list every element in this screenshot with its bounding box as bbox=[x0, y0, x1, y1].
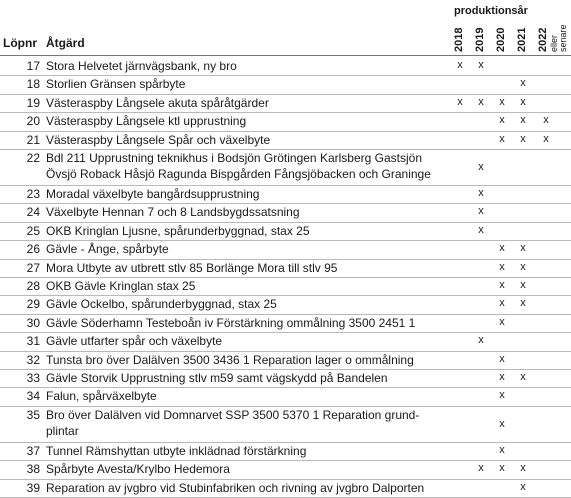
row-number: 20 bbox=[26, 114, 40, 129]
row-description bbox=[46, 132, 444, 148]
row-number: 28 bbox=[26, 279, 40, 293]
year-header-2022: 2022 bbox=[537, 27, 549, 52]
row-description-line: Mora Utbyte av utbrett stlv 85 Borlänge Mora till stlv 95 bbox=[46, 260, 338, 275]
table-row bbox=[0, 222, 571, 240]
row-number: 35 bbox=[26, 407, 40, 422]
row-number: 22 bbox=[26, 151, 40, 165]
table-row bbox=[0, 185, 571, 203]
row-description-line: Västeraspby Långsele akuta spåråtgärder bbox=[46, 95, 269, 110]
row-number: 30 bbox=[26, 315, 40, 330]
row-description-line: Tunnel Rämshyttan utbyte inklädnad förstärkning bbox=[46, 443, 307, 458]
table-row bbox=[0, 94, 571, 112]
row-number: 27 bbox=[26, 260, 40, 275]
year-mark-2021: x bbox=[520, 260, 526, 273]
year-mark-2021: x bbox=[520, 480, 526, 493]
table-row bbox=[0, 479, 571, 497]
row-description bbox=[46, 95, 444, 111]
year-mark-2019: x bbox=[478, 95, 484, 108]
year-mark-2020: x bbox=[499, 443, 505, 456]
table-row bbox=[0, 131, 571, 149]
row-description bbox=[46, 461, 444, 477]
column-header-atgard: Åtgärd bbox=[46, 36, 85, 50]
table-row bbox=[0, 460, 571, 478]
row-description bbox=[46, 241, 444, 257]
year-mark-2019: x bbox=[478, 223, 484, 236]
table-row bbox=[0, 57, 571, 75]
table-row bbox=[0, 112, 571, 130]
row-description-line: Övsjö Roback Håsjö Ragunda Bispgården Fångsjöbacken och Graninge bbox=[46, 167, 431, 181]
year-mark-2020: x bbox=[499, 389, 505, 402]
row-number: 23 bbox=[26, 187, 40, 201]
year-header-2021: 2021 bbox=[516, 27, 528, 52]
table-row bbox=[0, 149, 571, 185]
table-row bbox=[0, 295, 571, 313]
year-mark-2020: x bbox=[499, 352, 505, 365]
row-description-line: Västeraspby Långsele Spår och växelbyte bbox=[46, 132, 271, 147]
year-header-2020: 2020 bbox=[495, 27, 507, 52]
header-divider bbox=[0, 55, 571, 56]
row-description-line: Västeraspby Långsele ktl upprustning bbox=[46, 114, 247, 129]
year-mark-2021: x bbox=[520, 77, 526, 90]
year-mark-2019: x bbox=[478, 161, 484, 173]
production-years-title: produktionsår bbox=[454, 5, 528, 17]
row-description bbox=[46, 58, 444, 74]
row-description-line: Reparation av jvgbro vid Stubinfabriken och rivning av jvgbro Dalporten bbox=[46, 480, 425, 495]
row-number: 17 bbox=[26, 59, 40, 73]
row-description-line: Gävle Söderhamn Testeboån iv Förstärkning ommålning 3500 2451 1 bbox=[46, 315, 416, 330]
table-row bbox=[0, 442, 571, 460]
year-mark-2022: x bbox=[543, 132, 549, 145]
row-number: 33 bbox=[26, 371, 40, 385]
row-description-line: Tunsta bro över Dalälven 3500 3436 1 Reparation lager o ommålning bbox=[46, 352, 414, 367]
year-header-2018: 2018 bbox=[453, 27, 465, 52]
table-row bbox=[0, 406, 571, 442]
row-description-line: Moradal växelbyte bangårdsupprustning bbox=[46, 187, 260, 201]
row-description-line: Växelbyte Hennan 7 och 8 Landsbygdssatsning bbox=[46, 205, 300, 220]
row-description bbox=[46, 296, 444, 312]
row-description-line: plintar bbox=[46, 423, 79, 438]
row-number: 37 bbox=[26, 443, 40, 458]
row-number: 18 bbox=[26, 77, 40, 92]
year-mark-2020: x bbox=[499, 462, 505, 475]
year-mark-2019: x bbox=[478, 59, 484, 71]
row-number: 32 bbox=[26, 352, 40, 367]
row-description bbox=[46, 315, 444, 331]
year-mark-2020: x bbox=[499, 279, 505, 291]
row-description bbox=[46, 407, 444, 439]
row-description-line: Stora Helvetet järnvägsbank, ny bro bbox=[46, 59, 237, 73]
year-mark-2019: x bbox=[478, 334, 484, 347]
row-number: 39 bbox=[26, 480, 40, 495]
row-number: 21 bbox=[26, 132, 40, 147]
row-description bbox=[46, 186, 444, 202]
row-number: 29 bbox=[26, 297, 40, 312]
table-row bbox=[0, 332, 571, 350]
year-mark-2021: x bbox=[520, 279, 526, 291]
year-mark-2020: x bbox=[499, 260, 505, 273]
row-description-line: Bdl 211 Upprustning teknikhus i Bodsjön Grötingen Karlsberg Gastsjön bbox=[46, 151, 422, 165]
row-number: 19 bbox=[26, 95, 40, 110]
year-mark-2019: x bbox=[478, 187, 484, 199]
row-description bbox=[46, 480, 444, 496]
table-row bbox=[0, 75, 571, 93]
row-description-line: Falun, spårväxelbyte bbox=[46, 389, 157, 404]
row-description bbox=[46, 150, 444, 182]
row-description bbox=[46, 113, 444, 129]
table-row bbox=[0, 314, 571, 332]
column-header-lopnr: Löpnr bbox=[3, 36, 37, 50]
year-mark-2021: x bbox=[520, 371, 526, 383]
row-description bbox=[46, 443, 444, 459]
row-description-line: Gävle utfarter spår och växelbyte bbox=[46, 334, 223, 349]
year-mark-2020: x bbox=[499, 417, 505, 430]
year-mark-2018: x bbox=[457, 59, 463, 71]
table-row bbox=[0, 240, 571, 258]
row-description bbox=[46, 370, 444, 386]
row-description bbox=[46, 278, 444, 294]
row-description-line: Gävle Ockelbo, spårunderbyggnad, stax 25 bbox=[46, 297, 277, 312]
year-header-2019: 2019 bbox=[474, 27, 486, 52]
row-description bbox=[46, 260, 444, 276]
year-mark-2020: x bbox=[499, 315, 505, 328]
year-mark-2021: x bbox=[520, 242, 526, 255]
table-row bbox=[0, 203, 571, 221]
year-mark-2020: x bbox=[499, 242, 505, 255]
row-number: 34 bbox=[26, 389, 40, 404]
row-description-line: OKB Gävle Kringlan stax 25 bbox=[46, 279, 196, 293]
row-description bbox=[46, 76, 444, 92]
table-row bbox=[0, 387, 571, 405]
year-mark-2020: x bbox=[499, 371, 505, 383]
year-mark-2020: x bbox=[499, 297, 505, 310]
year-mark-2021: x bbox=[520, 132, 526, 145]
row-description bbox=[46, 204, 444, 220]
row-number: 24 bbox=[26, 205, 40, 220]
year-mark-2019: x bbox=[478, 462, 484, 475]
table-row bbox=[0, 369, 571, 387]
row-description-line: Storlien Gränsen spårbyte bbox=[46, 77, 186, 92]
row-number: 25 bbox=[26, 223, 40, 238]
year-mark-2021: x bbox=[520, 95, 526, 108]
row-number: 38 bbox=[26, 462, 40, 477]
year-header-suffix-senare: senare bbox=[558, 24, 568, 52]
year-mark-2019: x bbox=[478, 205, 484, 218]
row-description bbox=[46, 223, 444, 239]
table-row bbox=[0, 259, 571, 277]
row-description bbox=[46, 352, 444, 368]
row-description bbox=[46, 388, 444, 404]
year-mark-2020: x bbox=[499, 132, 505, 145]
year-mark-2021: x bbox=[520, 114, 526, 127]
row-description-line: OKB Kringlan Ljusne, spårunderbyggnad, stax 25 bbox=[46, 223, 310, 238]
table-row bbox=[0, 277, 571, 295]
table-row bbox=[0, 351, 571, 369]
year-mark-2021: x bbox=[520, 297, 526, 310]
year-mark-2018: x bbox=[457, 95, 463, 108]
row-number: 31 bbox=[26, 334, 40, 349]
row-number: 26 bbox=[26, 242, 40, 257]
year-header-suffix-eller: eller bbox=[549, 34, 559, 52]
year-mark-2020: x bbox=[499, 95, 505, 108]
row-description bbox=[46, 333, 444, 349]
row-description-line: Gävle - Ånge, spårbyte bbox=[46, 242, 169, 257]
year-mark-2021: x bbox=[520, 462, 526, 475]
row-description-line: Gävle Storvik Upprustning stlv m59 samt vägskydd på Bandelen bbox=[46, 371, 388, 385]
year-mark-2022: x bbox=[543, 114, 549, 127]
row-description-line: Bro över Dalälven vid Domnarvet SSP 3500 5370 1 Reparation grund- bbox=[46, 407, 420, 422]
year-mark-2020: x bbox=[499, 114, 505, 127]
row-description-line: Spårbyte Avesta/Krylbo Hedemora bbox=[46, 462, 230, 477]
